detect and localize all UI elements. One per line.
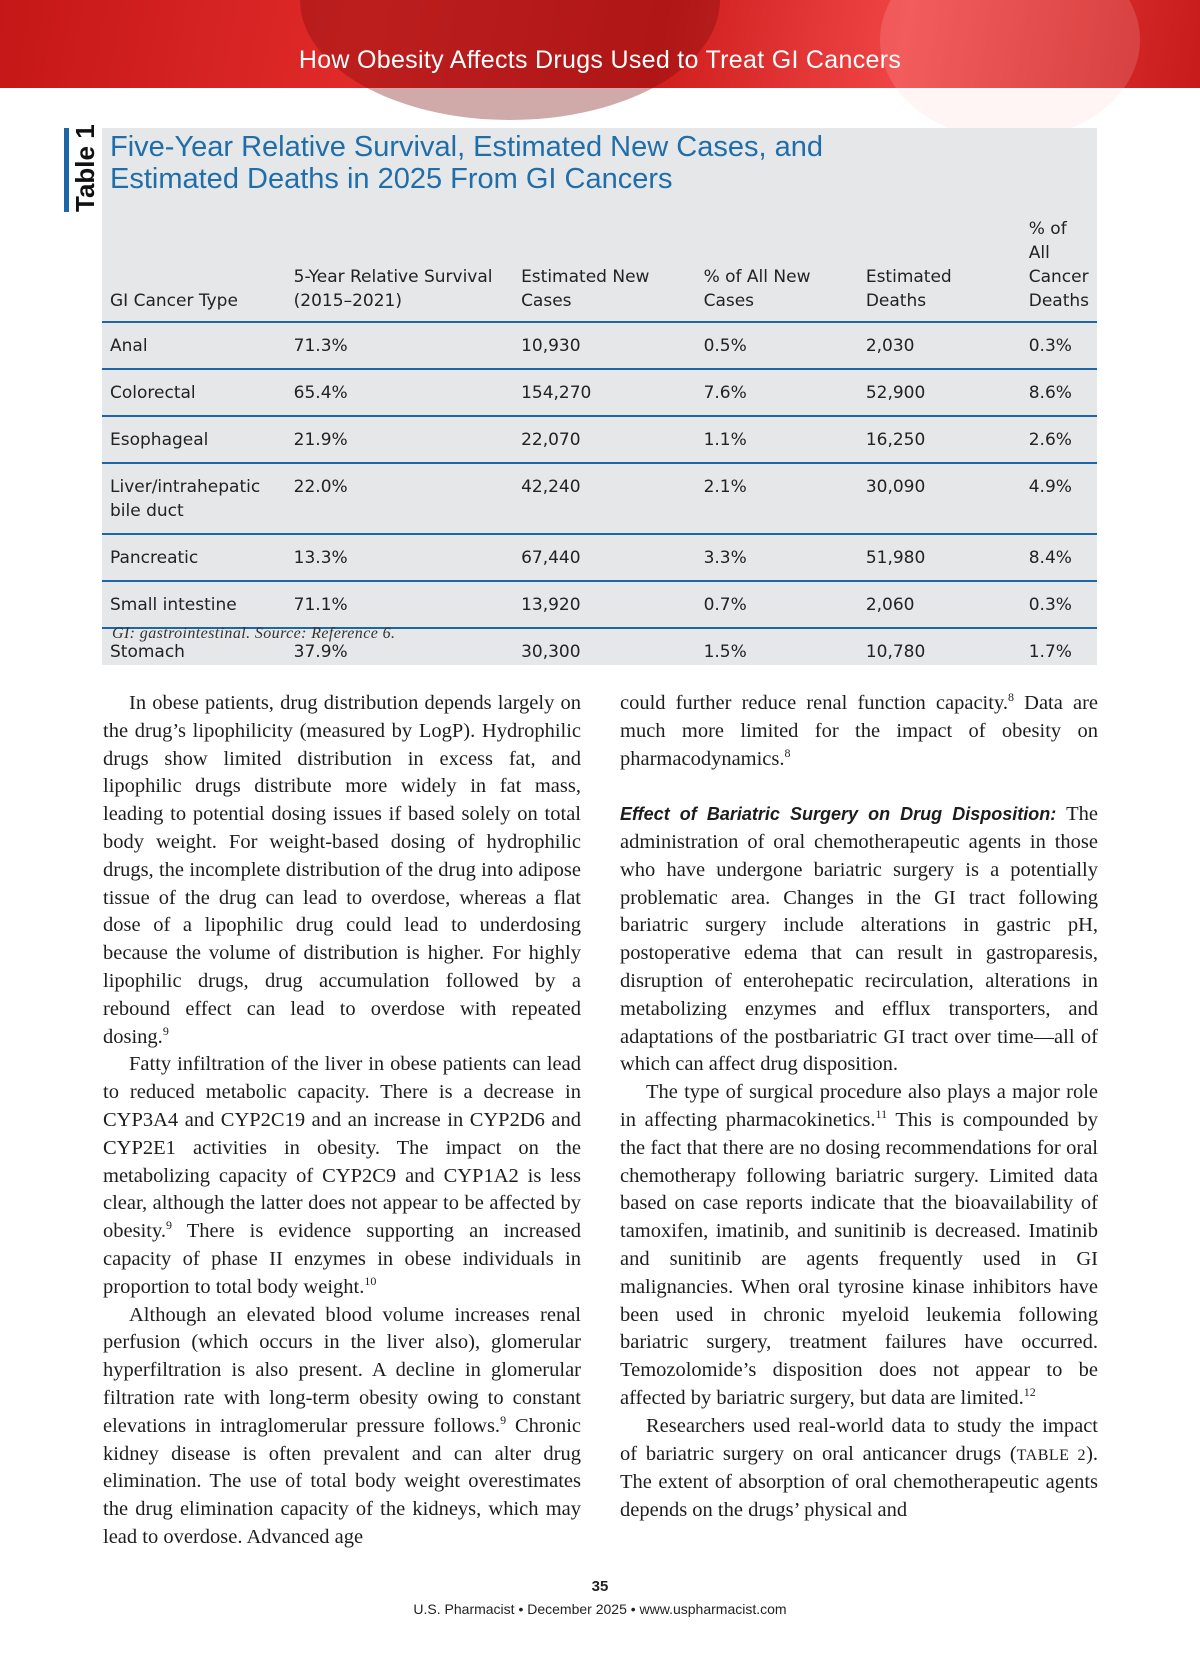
table-title: Five-Year Relative Survival, Estimated New Cases, and Estimated Deaths in 2025 From GI Cancers <box>110 131 823 195</box>
table-cell: 1.5% <box>703 642 747 662</box>
table-header-row <box>102 213 1097 322</box>
running-header: How Obesity Affects Drugs Used to Treat GI Cancers <box>298 46 902 74</box>
table-cell: 30,300 <box>521 642 581 662</box>
table-row <box>102 322 1097 369</box>
table-cell: 10,930 <box>513 322 696 369</box>
table-cell: Liver/intrahepatic bile duct <box>102 463 286 534</box>
table-cell: 0.7% <box>696 581 858 628</box>
table-cell: 13.3% <box>286 534 513 581</box>
table-cell: 52,900 <box>858 369 1021 416</box>
table-cell: Small intestine <box>102 581 286 628</box>
column-header: Estimated Deaths <box>858 213 1021 322</box>
paragraph: Fatty infiltration of the liver in obese patients can lead to reduced metabolic capacity. There is a decrease in CYP3A4 and CYP2C19 and an increase in CYP2D6 and CYP2E1 activities in obesity. The impact on the metabolizing capacity of CYP2C9 and CYP1A2 is less clear, although the latter does not appear to be affected by obesity.$^9$ There is evidence supporting an increased capacity of phase II enzymes in obese individuals in proportion to total body weight.$^{10}$ <box>103 1053 581 1298</box>
data-table <box>102 213 1097 674</box>
table-row <box>102 369 1097 416</box>
table-cell: 2.6% <box>1021 416 1097 463</box>
column-header: Estimated New Cases <box>513 213 696 322</box>
table-cell: 1.1% <box>696 416 858 463</box>
table-row <box>102 463 1097 534</box>
table-cell: 71.1% <box>286 581 513 628</box>
column-header: GI Cancer Type <box>102 213 286 322</box>
footer-line: U.S. Pharmacist • December 2025 • www.uspharmacist.com <box>413 1601 787 1617</box>
table-cell: 0.3% <box>1021 322 1097 369</box>
table-cell: 13,920 <box>513 581 696 628</box>
table-cell: 3.3% <box>696 534 858 581</box>
table-tab-bar <box>64 128 69 212</box>
table-cell: 4.9% <box>1021 463 1097 534</box>
table-cell: 8.4% <box>1021 534 1097 581</box>
table-cell: 154,270 <box>513 369 696 416</box>
table-cell: 2.1% <box>696 463 858 534</box>
table-row <box>102 581 1097 628</box>
table-cell: 2,030 <box>858 322 1021 369</box>
table-cell: 65.4% <box>286 369 513 416</box>
table-cell: 10,780 <box>865 642 926 662</box>
table-cell: 16,250 <box>858 416 1021 463</box>
table-reference: TABLE 2 <box>1016 1446 1087 1464</box>
table-cell: Anal <box>102 322 286 369</box>
table-cell: Pancreatic <box>102 534 286 581</box>
paragraph: could further reduce renal function capacity.$^8$ Data are much more limited for the impact of obesity on pharmacodynamics.$^8$ <box>620 690 1098 770</box>
table-cell: 21.9% <box>286 416 513 463</box>
column-header: % of All Cancer Deaths <box>1021 213 1097 322</box>
column-header: % of All New Cases <box>696 213 858 322</box>
page-number: 35 <box>591 1578 609 1595</box>
paragraph: In obese patients, drug distribution depends largely on the drug’s lipophilicity (measured by LogP). Hydrophilic drugs show limited distribution in excess fat, and lipophilic drugs distribute more widely in fat mass, leading to potential dosing issues if based solely on total body weight. For weight-based dosing of hydrophilic drugs, the incomplete distribution of the drug into adipose tissue of the drug can lead to overdose, whereas a flat dose of a lipophilic drug could lead to underdosing because the volume of distribution is higher. For highly lipophilic drugs, drug accumulation followed by a rebound effect can lead to overdose with repeated dosing.$^9$ <box>103 692 581 1048</box>
body-column-left <box>103 690 581 1552</box>
table-row <box>102 416 1097 463</box>
table-cell: 22,070 <box>513 416 696 463</box>
table-row <box>102 534 1097 581</box>
table-cell: 30,090 <box>858 463 1021 534</box>
body-column-right <box>620 690 1098 1525</box>
table-cell: Stomach <box>110 642 185 662</box>
section-run-in-heading: Effect of Bariatric Surgery on Drug Disposition: <box>620 804 1057 825</box>
table-tab-label: Table 1 <box>70 124 100 212</box>
paragraph: Effect of Bariatric Surgery on Drug Disposition: The administration of oral chemotherapeutic agents in those who have undergone bariatric surgery is a potentially problematic area. Changes in the GI tract following bariatric surgery include alterations in gastric pH, postoperative edema that can result in gastroparesis, disruption of enterohepatic recirculation, alterations in metabolizing enzymes and efflux transporters, and adaptations of the postbariatric GI tract over time—all of which can affect drug disposition. <box>620 803 1098 1076</box>
paragraph: The type of surgical procedure also plays a major role in affecting pharmacokinetics.$^{11}$ This is compounded by the fact that there are no dosing recommendations for oral chemotherapy following bariatric surgery. Limited data based on case reports indicate that the bioavailability of tamoxifen, imatinib, and sunitinib is decreased. Imatinib and sunitinib are agents frequently used in GI malignancies. When oral tyrosine kinase inhibitors have been used in chronic myeloid leukemia following bariatric surgery, treatment failures have occurred. Temozolomide’s disposition does not appear to be affected by bariatric surgery, but data are limited.$^{12}$ <box>620 1081 1098 1409</box>
table-cell: Esophageal <box>102 416 286 463</box>
column-header: 5-Year Relative Survival (2015–2021) <box>286 213 513 322</box>
table-cell: 2,060 <box>858 581 1021 628</box>
table-cell: 42,240 <box>513 463 696 534</box>
table-footnote: GI: gastrointestinal. Source: Reference 6. <box>112 625 396 642</box>
table-cell: 71.3% <box>286 322 513 369</box>
paragraph: Although an elevated blood volume increases renal perfusion (which occurs in the liver also), glomerular hyperfiltration is also present. A decline in glomerular filtration rate with long-term obesity owing to constant elevations in intraglomerular pressure follows.$^9$ Chronic kidney disease is often prevalent and can alter drug elimination. The use of total body weight overestimates the drug elimination capacity of the kidneys, which may lead to overdose. Advanced age <box>103 1303 581 1548</box>
table-cell: 7.6% <box>696 369 858 416</box>
table-cell: 37.9% <box>293 642 348 662</box>
table-cell: 51,980 <box>858 534 1021 581</box>
paragraph: Researchers used real-world data to study the impact of bariatric surgery on oral anticancer drugs (TABLE 2). The extent of absorption of oral chemotherapeutic agents depends on the drugs’ physical and <box>620 1414 1099 1522</box>
table-cell: 0.3% <box>1021 581 1097 628</box>
table-cell: Colorectal <box>102 369 286 416</box>
table-cell: 0.5% <box>696 322 858 369</box>
table-cell: 8.6% <box>1021 369 1097 416</box>
table-cell: 67,440 <box>513 534 696 581</box>
table-tab <box>64 124 100 212</box>
table-cell: 1.7% <box>1028 642 1072 662</box>
table-cell: 22.0% <box>286 463 513 534</box>
